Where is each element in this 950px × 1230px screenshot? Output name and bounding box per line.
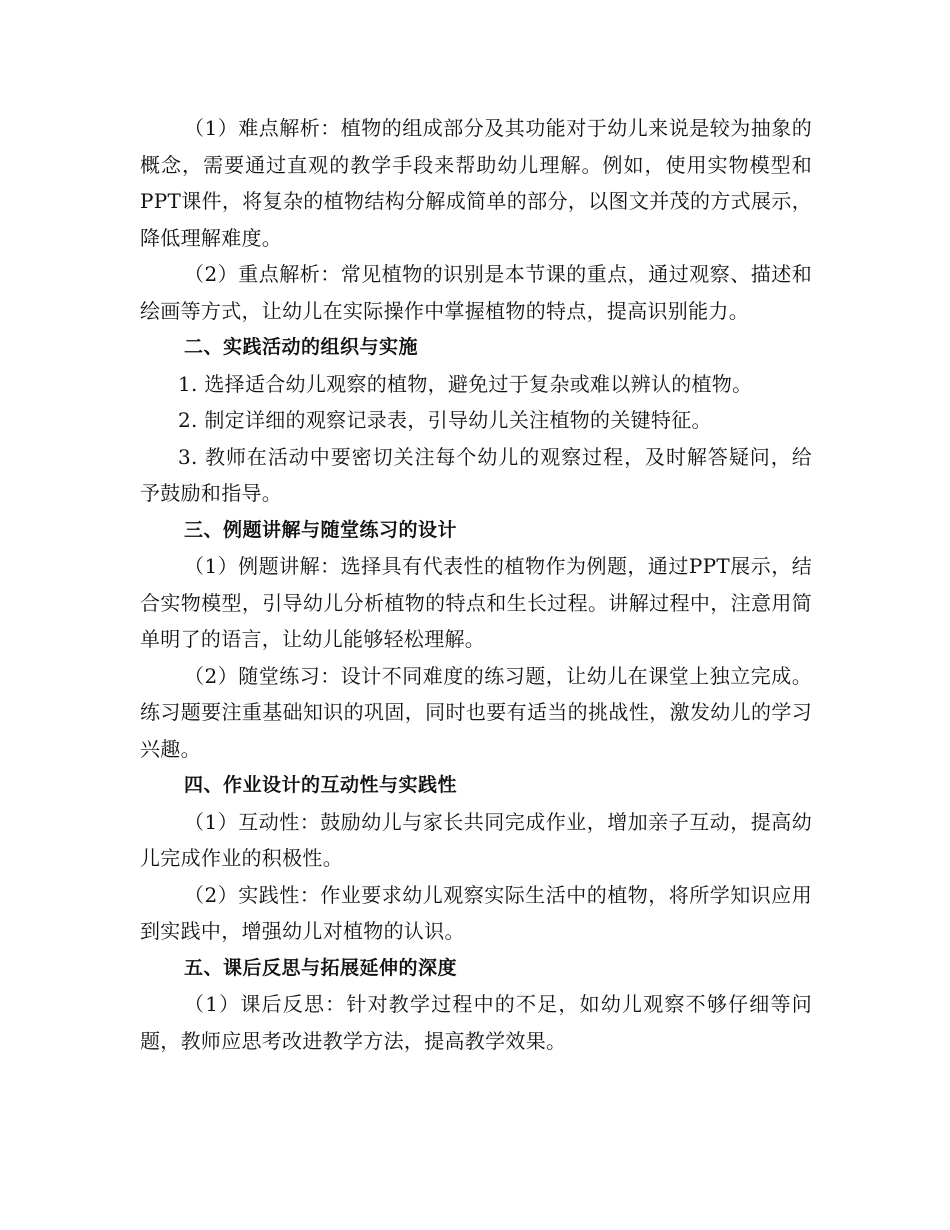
list-item-1: 1. 选择适合幼儿观察的植物，避免过于复杂或难以辨认的植物。 xyxy=(178,371,753,396)
paragraph-example-explanation: （1）例题讲解：选择具有代表性的植物作为例题，通过PPT展示，结合实物模型，引导幼儿分析植物的特点和生长过程。讲解过程中，注意用简单明了的语言，让幼儿能够轻松理解。 xyxy=(140,554,812,651)
section-heading-reflection-extension: 五、课后反思与拓展延伸的深度 xyxy=(184,956,458,979)
paragraph-practicality: （2）实践性：作业要求幼儿观察实际生活中的植物，将所学知识应用到实践中，增强幼儿对植物的认识。 xyxy=(140,882,812,943)
section-heading-examples-exercises: 三、例题讲解与随堂练习的设计 xyxy=(184,518,458,541)
section-heading-practice-activities: 二、实践活动的组织与实施 xyxy=(184,336,419,358)
list-item-3: 3. 教师在活动中要密切关注每个幼儿的观察过程，及时解答疑问，给予鼓励和指导。 xyxy=(140,444,812,505)
paragraph-key-point-analysis: （2）重点解析：常见植物的识别是本节课的重点，通过观察、描述和绘画等方式，让幼儿在实际操作中掌握植物的特点，提高识别能力。 xyxy=(140,262,812,323)
paragraph-difficulty-analysis: （1）难点解析：植物的组成部分及其功能对于幼儿来说是较为抽象的概念，需要通过直观的教学手段来帮助幼儿理解。例如，使用实物模型和PPT课件，将复杂的植物结构分解成简单的部分，以图文并茂的方式展示，降低理解难度。 xyxy=(140,116,812,250)
paragraph-interactivity: （1）互动性：鼓励幼儿与家长共同完成作业，增加亲子互动，提高幼儿完成作业的积极性。 xyxy=(140,809,812,870)
list-item-2: 2. 制定详细的观察记录表，引导幼儿关注植物的关键特征。 xyxy=(178,408,712,432)
paragraph-classroom-exercise: （2）随堂练习：设计不同难度的练习题，让幼儿在课堂上独立完成。练习题要注重基础知识的巩固，同时也要有适当的挑战性，激发幼儿的学习兴趣。 xyxy=(140,663,812,761)
paragraph-post-class-reflection: （1）课后反思：针对教学过程中的不足，如幼儿观察不够仔细等问题，教师应思考改进教学方法，提高教学效果。 xyxy=(140,992,812,1053)
section-heading-homework-design: 四、作业设计的互动性与实践性 xyxy=(184,774,458,796)
document-body xyxy=(140,110,812,1059)
